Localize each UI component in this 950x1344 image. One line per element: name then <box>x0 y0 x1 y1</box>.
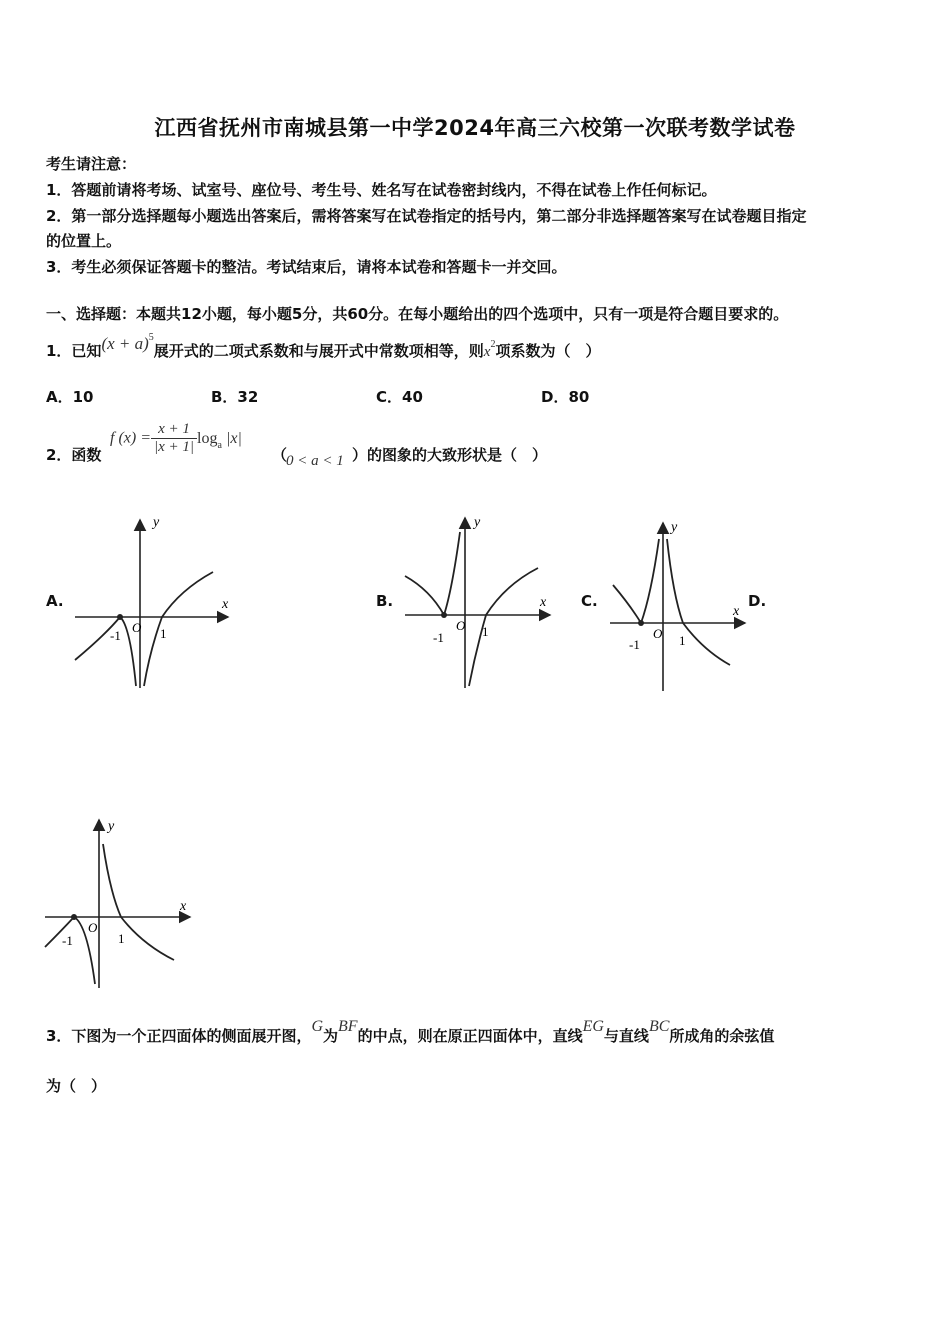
x-label: x <box>180 899 187 914</box>
pos1-label: 1 <box>118 931 125 946</box>
point-neg1 <box>71 914 77 920</box>
neg1-label: -1 <box>433 630 444 645</box>
graph-c[interactable] <box>605 515 750 695</box>
question-3 <box>46 1018 775 1046</box>
q2-option-d[interactable]: D. <box>748 592 767 610</box>
q3-g: G <box>311 1018 324 1035</box>
q1-exp: 5 <box>148 332 154 343</box>
y-label: y <box>671 520 678 535</box>
origin-label: O <box>456 618 466 633</box>
q1-option-c[interactable]: C．40 <box>376 388 423 406</box>
notice-item-3: 3．考生必须保证答题卡的整洁。考试结束后，请将本试卷和答题卡一并交回。 <box>46 258 567 276</box>
graph-b[interactable] <box>400 510 560 690</box>
x-label: x <box>540 595 547 610</box>
q3-bf: BF <box>338 1018 358 1035</box>
notice-heading: 考生请注意： <box>46 155 137 173</box>
point-neg1 <box>117 614 123 620</box>
q3-bc: BC <box>648 1018 670 1035</box>
q2-log: log <box>197 429 218 447</box>
q2-cond: 0 < a < 1 <box>286 453 344 469</box>
q2-cond-open: （ <box>272 446 288 464</box>
notice-item-2-cont: 的位置上。 <box>46 232 122 250</box>
q2-den: |x + 1| <box>154 439 195 455</box>
curve-left <box>405 532 460 615</box>
curve-right <box>103 844 174 960</box>
q3-eg: EG <box>582 1018 604 1035</box>
y-label: y <box>108 819 115 834</box>
pos1-label: 1 <box>160 626 167 641</box>
q1-middle: 展开式的二项式系数和与展开式中常数项相等，则 <box>153 342 484 360</box>
graph-a[interactable] <box>70 510 240 690</box>
curve-right <box>469 568 538 686</box>
notice-item-2: 2．第一部分选择题每小题选出答案后，需将答案写在试卷指定的括号内，第二部分非选择题答案写在试卷题目指定 <box>46 207 807 225</box>
q3-wei: 为 <box>323 1027 339 1045</box>
q1-var-exp: 2 <box>490 339 496 350</box>
origin-label: O <box>132 620 142 635</box>
curve-right <box>144 572 213 686</box>
origin-label: O <box>653 626 663 641</box>
curve-right <box>667 539 730 665</box>
neg1-label: -1 <box>62 933 73 948</box>
q3-line2: 为（ ） <box>46 1077 107 1095</box>
point-neg1 <box>441 612 447 618</box>
q2-log-base: a <box>217 439 222 451</box>
pos1-label: 1 <box>482 624 489 639</box>
q1-option-d[interactable]: D．80 <box>541 388 590 406</box>
section-heading: 一、选择题：本题共12小题，每小题5分，共60分。在每小题给出的四个选项中，只有一项是符合题目要求的。 <box>46 305 789 323</box>
q2-formula <box>110 421 242 456</box>
curve-left <box>75 617 136 686</box>
q2-suffix: ）的图象的大致形状是（ ） <box>352 446 548 464</box>
q1-suffix: 项系数为（ ） <box>495 342 601 360</box>
notice-item-1: 1．答题前请将考场、试室号、座位号、考生号、姓名写在试卷密封线内，不得在试卷上作任何标记。 <box>46 181 717 199</box>
curve-left <box>613 539 659 623</box>
x-label: x <box>733 604 740 619</box>
y-label: y <box>153 515 160 530</box>
origin-label: O <box>88 920 98 935</box>
q3-prefix: 3．下图为一个正四面体的侧面展开图， <box>46 1027 312 1045</box>
q2-num: x + 1 <box>151 421 197 439</box>
q2-fraction <box>151 421 197 456</box>
q1-expr: (x + a) <box>101 334 149 353</box>
q2-prefix: 2．函数 <box>46 446 102 464</box>
q2-option-c[interactable]: C. <box>581 592 598 610</box>
q3-suffix: 所成角的余弦值 <box>669 1027 775 1045</box>
q2-f: f (x) = <box>110 429 151 447</box>
q3-mid: 的中点，则在原正四面体中，直线 <box>357 1027 583 1045</box>
q2-option-a[interactable]: A. <box>46 592 64 610</box>
q1-option-b[interactable]: B．32 <box>211 388 259 406</box>
q2-option-b[interactable]: B. <box>376 592 394 610</box>
pos1-label: 1 <box>679 633 686 648</box>
q3-yu: 与直线 <box>603 1027 649 1045</box>
point-neg1 <box>638 620 644 626</box>
neg1-label: -1 <box>629 637 640 652</box>
graph-d[interactable] <box>42 812 197 992</box>
neg1-label: -1 <box>110 628 121 643</box>
q1-var: x <box>483 344 491 360</box>
q2-log-arg: |x| <box>225 429 242 447</box>
page-title: 江西省抚州市南城县第一中学2024年高三六校第一次联考数学试卷 <box>154 116 796 140</box>
x-label: x <box>222 597 229 612</box>
y-label: y <box>474 515 481 530</box>
q1-prefix: 1．已知 <box>46 342 102 360</box>
question-1 <box>46 332 601 361</box>
q1-option-a[interactable]: A．10 <box>46 388 94 406</box>
